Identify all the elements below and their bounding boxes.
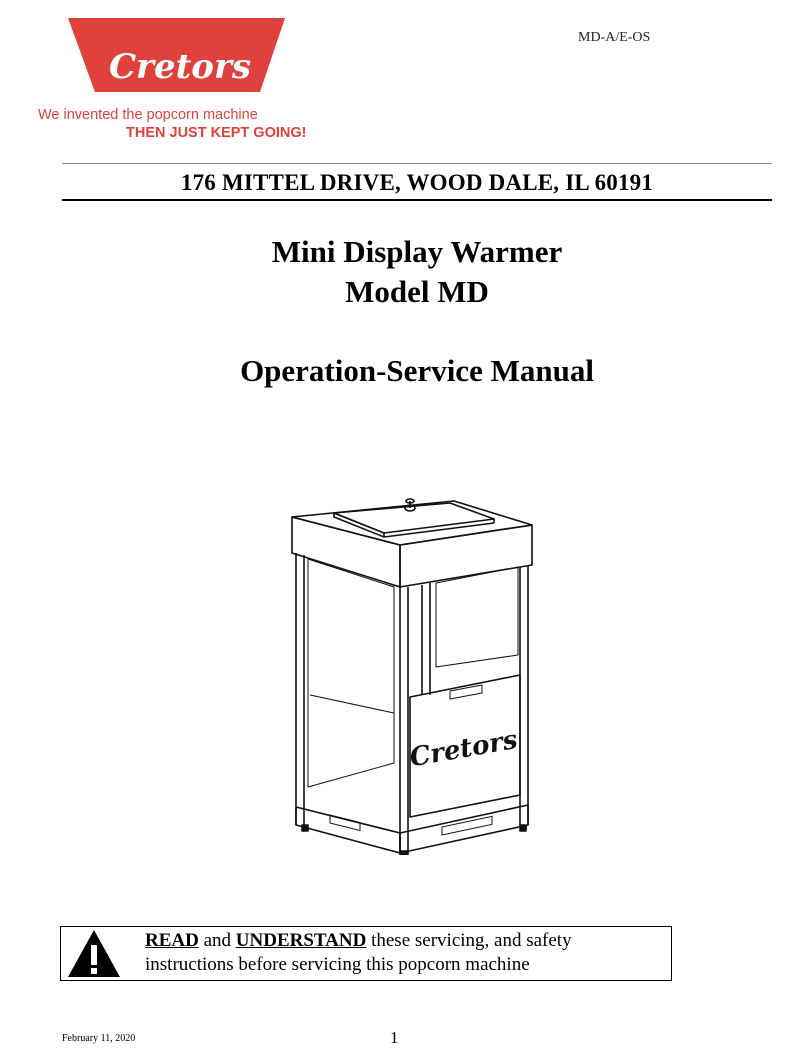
warning-line-2: instructions before servicing this popcorn machine — [145, 954, 530, 975]
footer-date: February 11, 2020 — [62, 1033, 136, 1044]
popcorn-warmer-illustration — [282, 495, 542, 855]
company-address: 176 MITTEL DRIVE, WOOD DALE, IL 60191 — [180, 170, 654, 195]
page-number: 1 — [390, 1028, 399, 1047]
company-logo — [30, 14, 320, 144]
title-line-2: Model MD — [345, 274, 489, 309]
divider-thin — [62, 163, 772, 164]
logo-tagline-2: THEN JUST KEPT GOING! — [126, 125, 307, 141]
document-subtitle: Operation-Service Manual — [240, 353, 594, 388]
warning-line-1 — [145, 929, 665, 953]
panel-brand-text: Cretors — [407, 724, 520, 774]
warning-text — [145, 929, 665, 977]
warning-triangle-icon — [65, 927, 123, 980]
warning-rest: these servicing, and safety — [371, 930, 572, 951]
logo-tagline-1: We invented the popcorn machine — [38, 107, 258, 123]
divider-thick — [62, 199, 772, 201]
warning-understand: UNDERSTAND — [235, 930, 367, 951]
document-title — [62, 232, 772, 312]
logo-brand: Cretors — [108, 47, 252, 87]
warning-and: and — [203, 930, 232, 951]
warning-read: READ — [145, 930, 199, 951]
logo-banner — [30, 14, 320, 144]
safety-warning-box — [60, 926, 672, 981]
document-code: MD-A/E-OS — [578, 30, 651, 45]
title-line-1: Mini Display Warmer — [271, 234, 563, 269]
